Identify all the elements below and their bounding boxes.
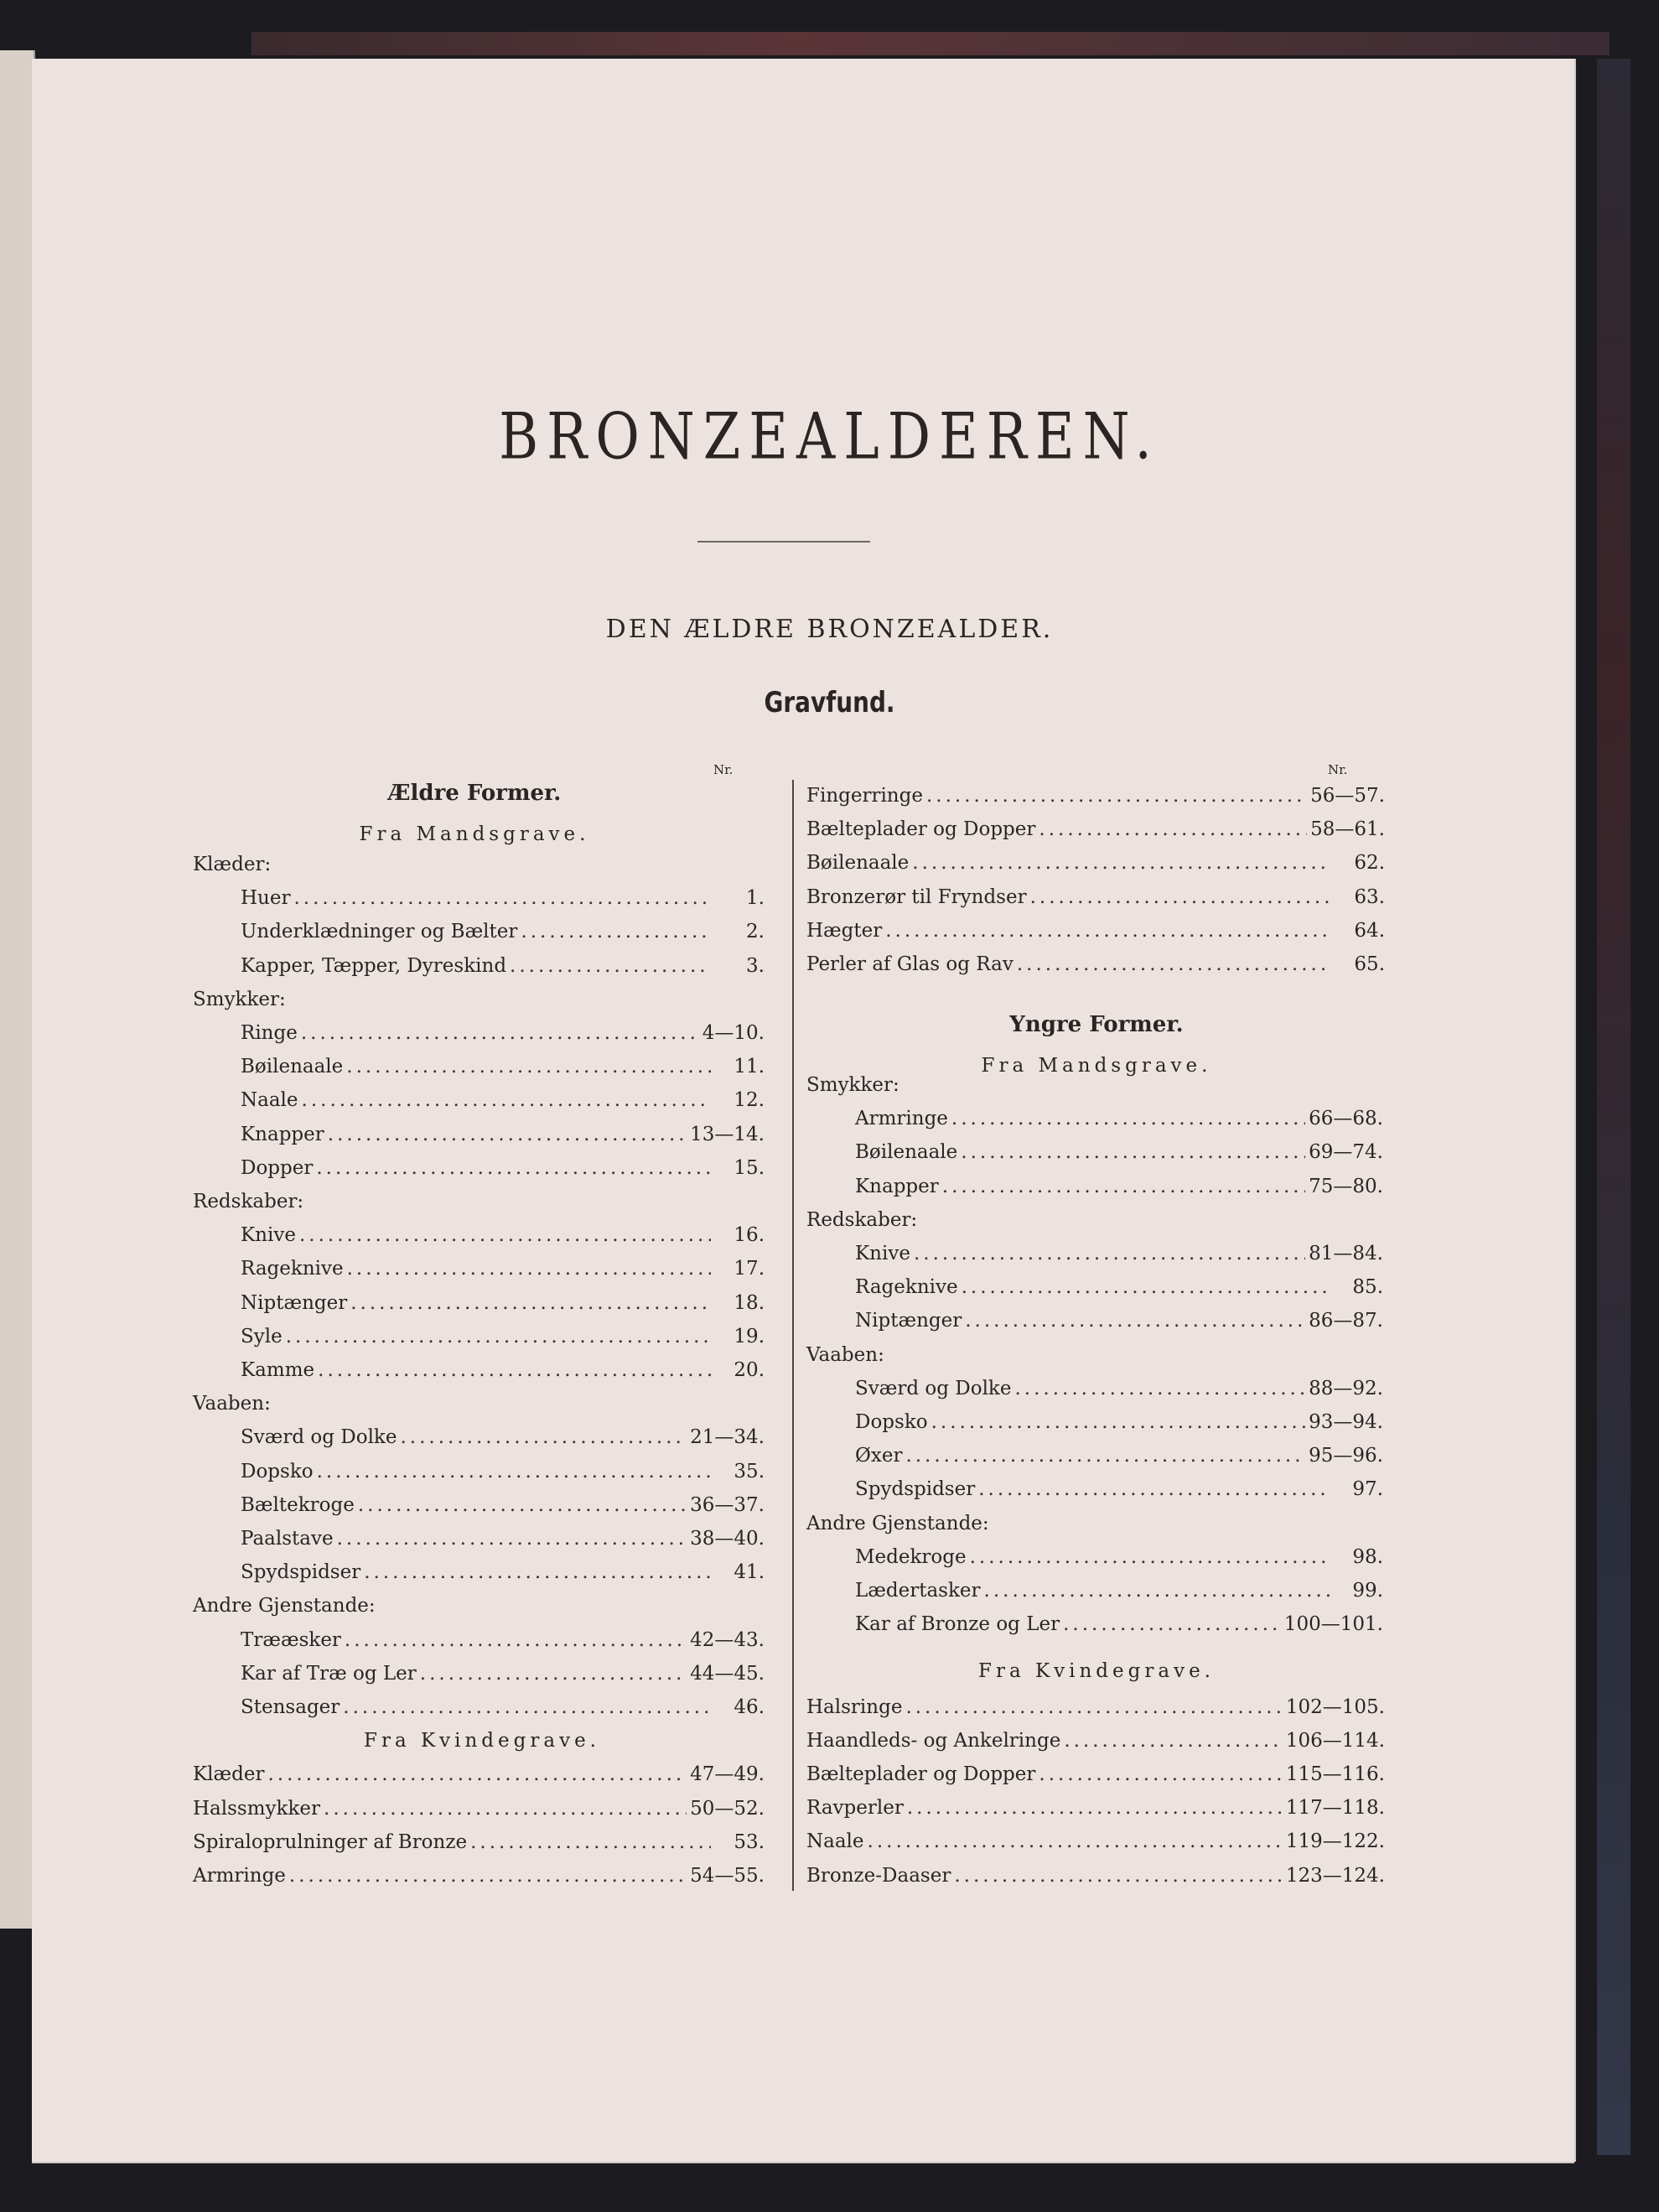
leader-dots [347,1256,711,1281]
entry-label: Trææsker [241,1628,341,1651]
entry-label: Syle [241,1325,283,1347]
entry-number: 115—116. [1285,1763,1385,1785]
entry-label: Armringe [855,1108,948,1130]
entry-number: 69—74. [1309,1141,1383,1164]
leader-dots [337,1526,687,1551]
entry-number: 81—84. [1309,1243,1383,1264]
list-item [193,1863,765,1888]
entry-number: 38—40. [690,1528,765,1550]
page-subtitle: DEN ÆLDRE BRONZEALDER. [605,615,1054,644]
leader-dots [1039,817,1307,842]
list-item [241,1459,765,1484]
subsection-heading: Ældre Former. [387,781,562,806]
entry-label: Dopper [241,1156,314,1179]
leader-dots [420,1661,687,1686]
entry-label: Halsringe [806,1695,903,1718]
list-item [806,783,1385,808]
entry-label: Spiraloprulninger af Bronze [193,1830,468,1853]
list-item [855,1545,1383,1570]
leader-dots [954,1863,1283,1888]
entry-number: 62. [1354,852,1385,875]
nr-label: Nr. [1328,762,1348,777]
list-item [806,817,1385,842]
entry-number: 12. [734,1089,765,1112]
leader-dots [299,1223,711,1248]
list-item [241,953,765,979]
entry-label: Knapper [855,1175,939,1197]
entry-label: Lædertasker [855,1580,981,1602]
entry-number: 21—34. [690,1426,765,1449]
list-item [193,1796,765,1821]
leader-dots [301,1020,699,1046]
list-item [855,1443,1383,1468]
entry-label: Fingerringe [806,785,923,807]
leader-dots [470,1830,711,1855]
list-item [855,1174,1383,1199]
leader-dots [400,1425,687,1450]
entry-label: Sværd og Dolke [241,1426,397,1449]
entry-number: 53. [734,1830,765,1853]
entry-label: Bæltekroge [241,1493,355,1516]
leader-dots [1064,1728,1283,1753]
list-item [241,1628,765,1653]
grave-type-heading: Fra Mandsgrave. [981,1055,1212,1077]
entry-label: Kapper, Tæpper, Dyreskind [241,954,507,977]
entry-label: Ringe [241,1022,298,1044]
entry-label: Huer [241,887,291,910]
entry-number: 42—43. [690,1628,765,1651]
entry-label: Bælteplader og Dopper [806,1763,1036,1785]
entry-label: Paalstave [241,1528,334,1550]
leader-dots [302,1088,711,1113]
leader-dots [346,1054,711,1079]
entry-label: Bøilenaale [806,852,910,875]
entry-number: 98. [1352,1545,1383,1568]
leader-dots [364,1560,711,1585]
leader-dots [978,1477,1330,1502]
entry-number: 46. [734,1696,765,1718]
entry-label: Dopsko [241,1460,314,1482]
entry-number: 88—92. [1309,1377,1383,1399]
leader-dots [1039,1762,1282,1787]
entry-label: Perler af Glas og Rav [806,953,1014,975]
entry-label: Rageknive [241,1258,344,1280]
entry-number: 17. [734,1258,765,1280]
entry-number: 95—96. [1309,1445,1383,1467]
list-item [241,1493,765,1518]
entry-number: 117—118. [1285,1797,1385,1820]
leader-dots [951,1106,1305,1131]
category-heading: Smykker: [806,1074,899,1096]
category-heading: Klæder: [193,854,272,875]
list-item [241,1425,765,1450]
category-heading: Smykker: [193,988,286,1010]
book-cover-edge [251,32,1610,55]
leader-dots [868,1829,1283,1854]
leader-dots [926,783,1307,808]
entry-label: Stensager [241,1696,340,1718]
list-item [806,918,1385,943]
entry-label: Bronze-Daaser [806,1864,951,1887]
entry-label: Armringe [193,1865,286,1887]
entry-number: 3. [746,954,765,977]
leader-dots [1030,885,1331,910]
entry-label: Kamme [241,1359,315,1381]
entry-number: 13—14. [690,1123,765,1145]
entry-number: 99. [1352,1580,1383,1602]
entry-label: Knapper [241,1123,324,1145]
leader-dots [324,1796,687,1821]
list-item [855,1612,1383,1637]
leader-dots [343,1695,711,1720]
entry-number: 66—68. [1309,1108,1383,1130]
entry-number: 56—57. [1310,785,1385,807]
list-item [193,1762,765,1787]
list-item [855,1308,1383,1333]
category-heading: Redskaber: [193,1191,304,1212]
entry-label: Underklædninger og Bælter [241,921,518,943]
list-item [241,1358,765,1383]
entry-number: 64. [1354,919,1385,942]
leader-dots [268,1762,687,1787]
leader-dots [286,1324,711,1349]
list-item [241,1256,765,1281]
entry-number: 2. [746,921,765,943]
leader-dots [358,1493,687,1518]
leader-dots [1063,1612,1281,1637]
list-item [806,1863,1385,1888]
entry-label: Niptænger [855,1310,962,1332]
leader-dots [907,1795,1283,1820]
entry-number: 18. [734,1291,765,1314]
entry-number: 36—37. [690,1493,765,1516]
entry-label: Naale [806,1830,864,1853]
entry-label: Knive [241,1224,296,1247]
entry-number: 11. [734,1056,765,1078]
entry-number: 102—105. [1285,1695,1385,1718]
entry-label: Spydspidser [855,1478,976,1501]
list-item [241,919,765,944]
entry-label: Kar af Træ og Ler [241,1662,417,1685]
grave-type-heading: Fra Kvindegrave. [977,1660,1215,1683]
nr-label: Nr. [713,762,734,777]
list-item [241,1020,765,1046]
entry-number: 123—124. [1285,1864,1385,1887]
list-item [806,1829,1385,1854]
leader-dots [1014,1376,1305,1401]
list-item [806,1695,1385,1720]
entry-number: 1. [746,887,765,910]
category-heading: Redskaber: [806,1208,918,1231]
list-item [241,1122,765,1147]
list-item [241,1695,765,1720]
list-item [193,1830,765,1855]
list-item [241,1526,765,1551]
category-heading: Vaaben: [806,1343,884,1366]
entry-number: 100—101. [1283,1613,1383,1636]
leader-dots [962,1275,1330,1300]
leader-dots [912,850,1331,875]
entry-number: 19. [734,1325,765,1347]
entry-number: 47—49. [690,1763,765,1786]
leader-dots [984,1578,1330,1603]
category-heading: Vaaben: [193,1393,271,1415]
entry-number: 58—61. [1310,818,1385,841]
list-item [806,1728,1385,1753]
list-item [855,1140,1383,1165]
list-item [855,1106,1383,1131]
list-item [806,952,1385,977]
list-item [806,1795,1385,1820]
leader-dots [1017,952,1331,977]
category-heading: Andre Gjenstande: [193,1595,376,1617]
entry-label: Halssmykker [193,1797,321,1820]
entry-number: 16. [734,1224,765,1247]
leader-dots [345,1628,687,1653]
entry-number: 54—55. [690,1865,765,1887]
entry-label: Spydspidser [241,1561,361,1584]
leader-dots [317,1459,711,1484]
entry-number: 97. [1352,1478,1383,1501]
grave-type-heading: Fra Kvindegrave. [363,1730,600,1752]
leader-dots [316,1155,711,1181]
entry-number: 86—87. [1309,1310,1383,1332]
entry-label: Kar af Bronze og Ler [855,1613,1060,1636]
entry-label: Bøilenaale [855,1141,958,1164]
entry-label: Bronzerør til Fryndser [806,885,1027,908]
entry-number: 63. [1354,885,1385,908]
leader-dots [931,1410,1306,1435]
list-item [855,1410,1383,1435]
entry-label: Dopsko [855,1411,928,1433]
entry-label: Naale [241,1089,298,1112]
list-item [855,1241,1383,1266]
entry-number: 119—122. [1285,1830,1385,1853]
entry-number: 106—114. [1285,1729,1385,1752]
entry-label: Hægter [806,919,883,942]
leader-dots [965,1308,1305,1333]
list-item [855,1376,1383,1401]
list-item [241,1290,765,1316]
book-spine-edge [0,50,35,1929]
leader-dots [961,1140,1305,1165]
entry-label: Øxer [855,1445,903,1467]
entry-label: Knive [855,1243,910,1264]
leader-dots [350,1290,711,1316]
leader-dots [970,1545,1330,1570]
leader-dots [328,1122,687,1147]
entry-label: Rageknive [855,1276,958,1299]
list-item [806,850,1385,875]
subsection-heading: Yngre Former. [1009,1012,1184,1037]
leader-dots [289,1863,687,1888]
grave-type-heading: Fra Mandsgrave. [359,823,590,845]
entry-number: 41. [734,1561,765,1584]
list-item [855,1578,1383,1603]
list-item [855,1275,1383,1300]
list-item [806,885,1385,910]
entry-number: 50—52. [690,1797,765,1820]
book-cover-side [1597,59,1630,2155]
entry-number: 75—80. [1309,1175,1383,1197]
entry-label: Medekroge [855,1545,967,1568]
entry-number: 15. [734,1156,765,1179]
leader-dots [905,1443,1305,1468]
list-item [241,1155,765,1181]
leader-dots [942,1174,1305,1199]
entry-label: Sværd og Dolke [855,1377,1012,1399]
list-item [241,1054,765,1079]
entry-number: 85. [1352,1276,1383,1299]
list-item [241,1661,765,1686]
section-title: Gravfund. [764,686,895,719]
leader-dots [885,918,1331,943]
list-item [241,1223,765,1248]
list-item [806,1762,1385,1787]
entry-number: 35. [734,1460,765,1482]
column-divider [792,780,794,1891]
entry-number: 65. [1354,953,1385,975]
leader-dots [905,1695,1282,1720]
category-heading: Andre Gjenstande: [806,1512,989,1534]
leader-dots [318,1358,711,1383]
entry-label: Klæder [193,1763,265,1786]
entry-number: 93—94. [1309,1411,1383,1433]
leader-dots [521,919,711,944]
entry-number: 44—45. [690,1662,765,1685]
leader-dots [293,885,711,911]
list-item [241,885,765,911]
title-rule [697,541,870,543]
list-item [855,1477,1383,1502]
entry-label: Bøilenaale [241,1056,344,1078]
entry-label: Haandleds- og Ankelringe [806,1729,1061,1752]
page-title: BRONZEALDEREN. [499,401,1160,475]
list-item [241,1324,765,1349]
entry-label: Bælteplader og Dopper [806,818,1036,841]
entry-label: Niptænger [241,1291,348,1314]
list-item [241,1088,765,1113]
entry-label: Ravperler [806,1797,904,1820]
leader-dots [510,953,711,979]
list-item [241,1560,765,1585]
leader-dots [914,1241,1305,1266]
entry-number: 4—10. [702,1022,765,1044]
entry-number: 20. [734,1359,765,1381]
